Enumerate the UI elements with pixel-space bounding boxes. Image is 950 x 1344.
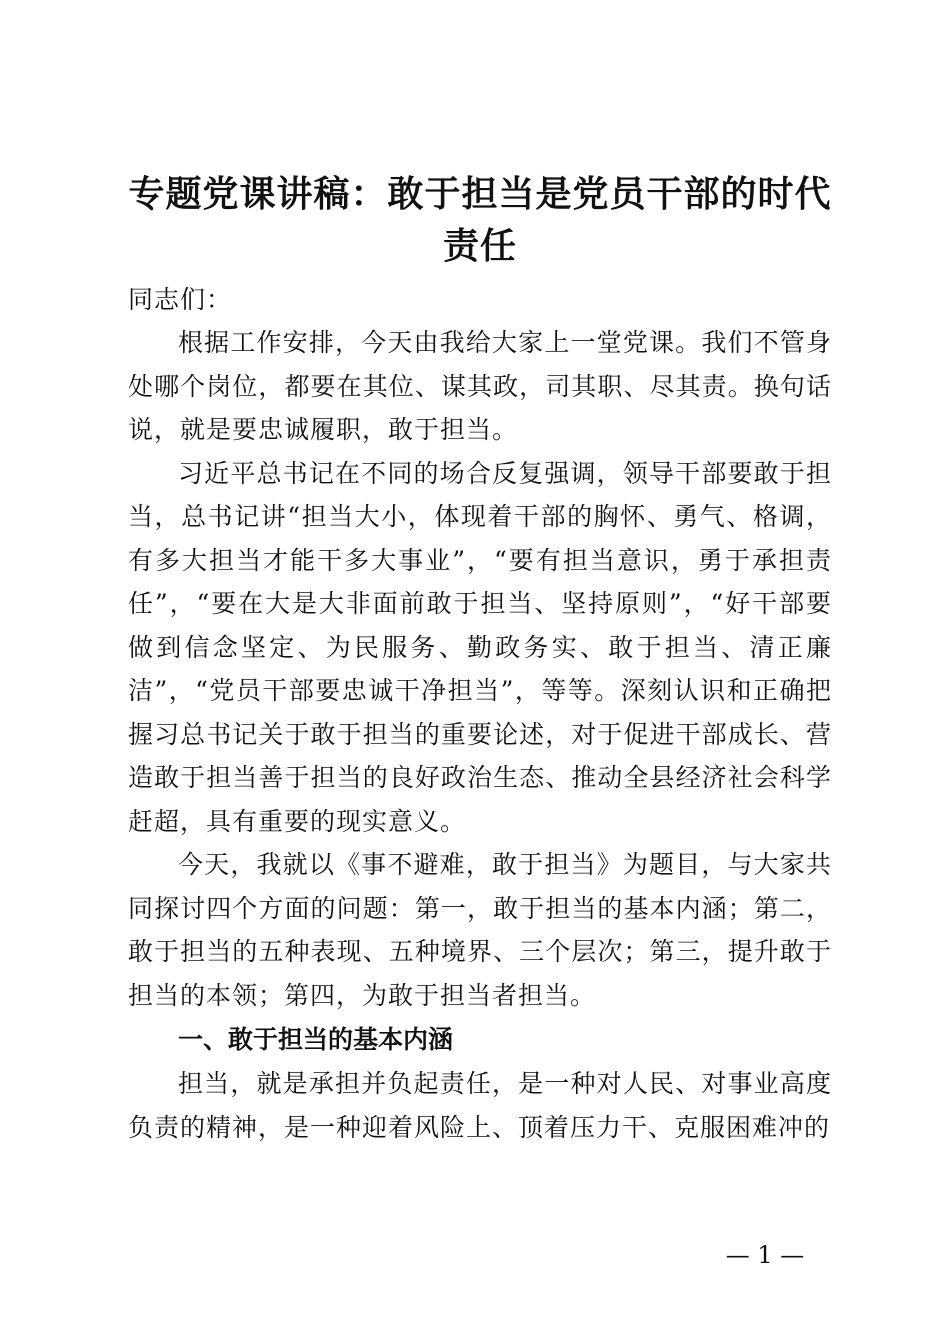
paragraph-outline: 今天，我就以《事不避难，敢于担当》为题目，与大家共同探讨四个方面的问题：第一，敢于担当的基本内涵；第二，敢于担当的五种表现、五种境界、三个层次；第三，提升敢于担当的本领；第四，为敢于担当者担当。 [128,850,832,1010]
salutation: 同志们： [128,285,233,314]
document-title: 专题党课讲稿：敢于担当是党员干部的时代责任 [128,173,832,267]
paragraph-quotes: 习近平总书记在不同的场合反复强调，领导干部要敢于担当，总书记讲“担当大小，体现着干部的胸怀、勇气、格调，有多大担当才能干多大事业”，“要有担当意识，勇于承担责任”，“要在大是大非面前敢于担当、坚持原则”，“好干部要做到信念坚定、为民服务、勤政务实、敢于担当、清正廉洁”，“党员干部要忠诚干净担当”，等等。深刻认识和正确把握习总书记关于敢于担当的重要论述，对于促进干部成长、营造敢于担当善于担当的良好政治生态、推动全县经济社会科学赶超，具有重要的现实意义。 [128,458,832,836]
section-paragraph: 担当，就是承担并负起责任，是一种对人民、对事业高度负责的精神，是一种迎着风险上、顶着压力干、克服困难冲的 [128,1069,832,1142]
page-number: — 1 — [725,1241,805,1269]
document-body [128,278,832,1149]
paragraph-intro: 根据工作安排，今天由我给大家上一堂党课。我们不管身处哪个岗位，都要在其位、谋其政，司其职、尽其责。换句话说，就是要忠诚履职，敢于担当。 [128,328,832,444]
section-heading: 一、敢于担当的基本内涵 [178,1025,454,1054]
